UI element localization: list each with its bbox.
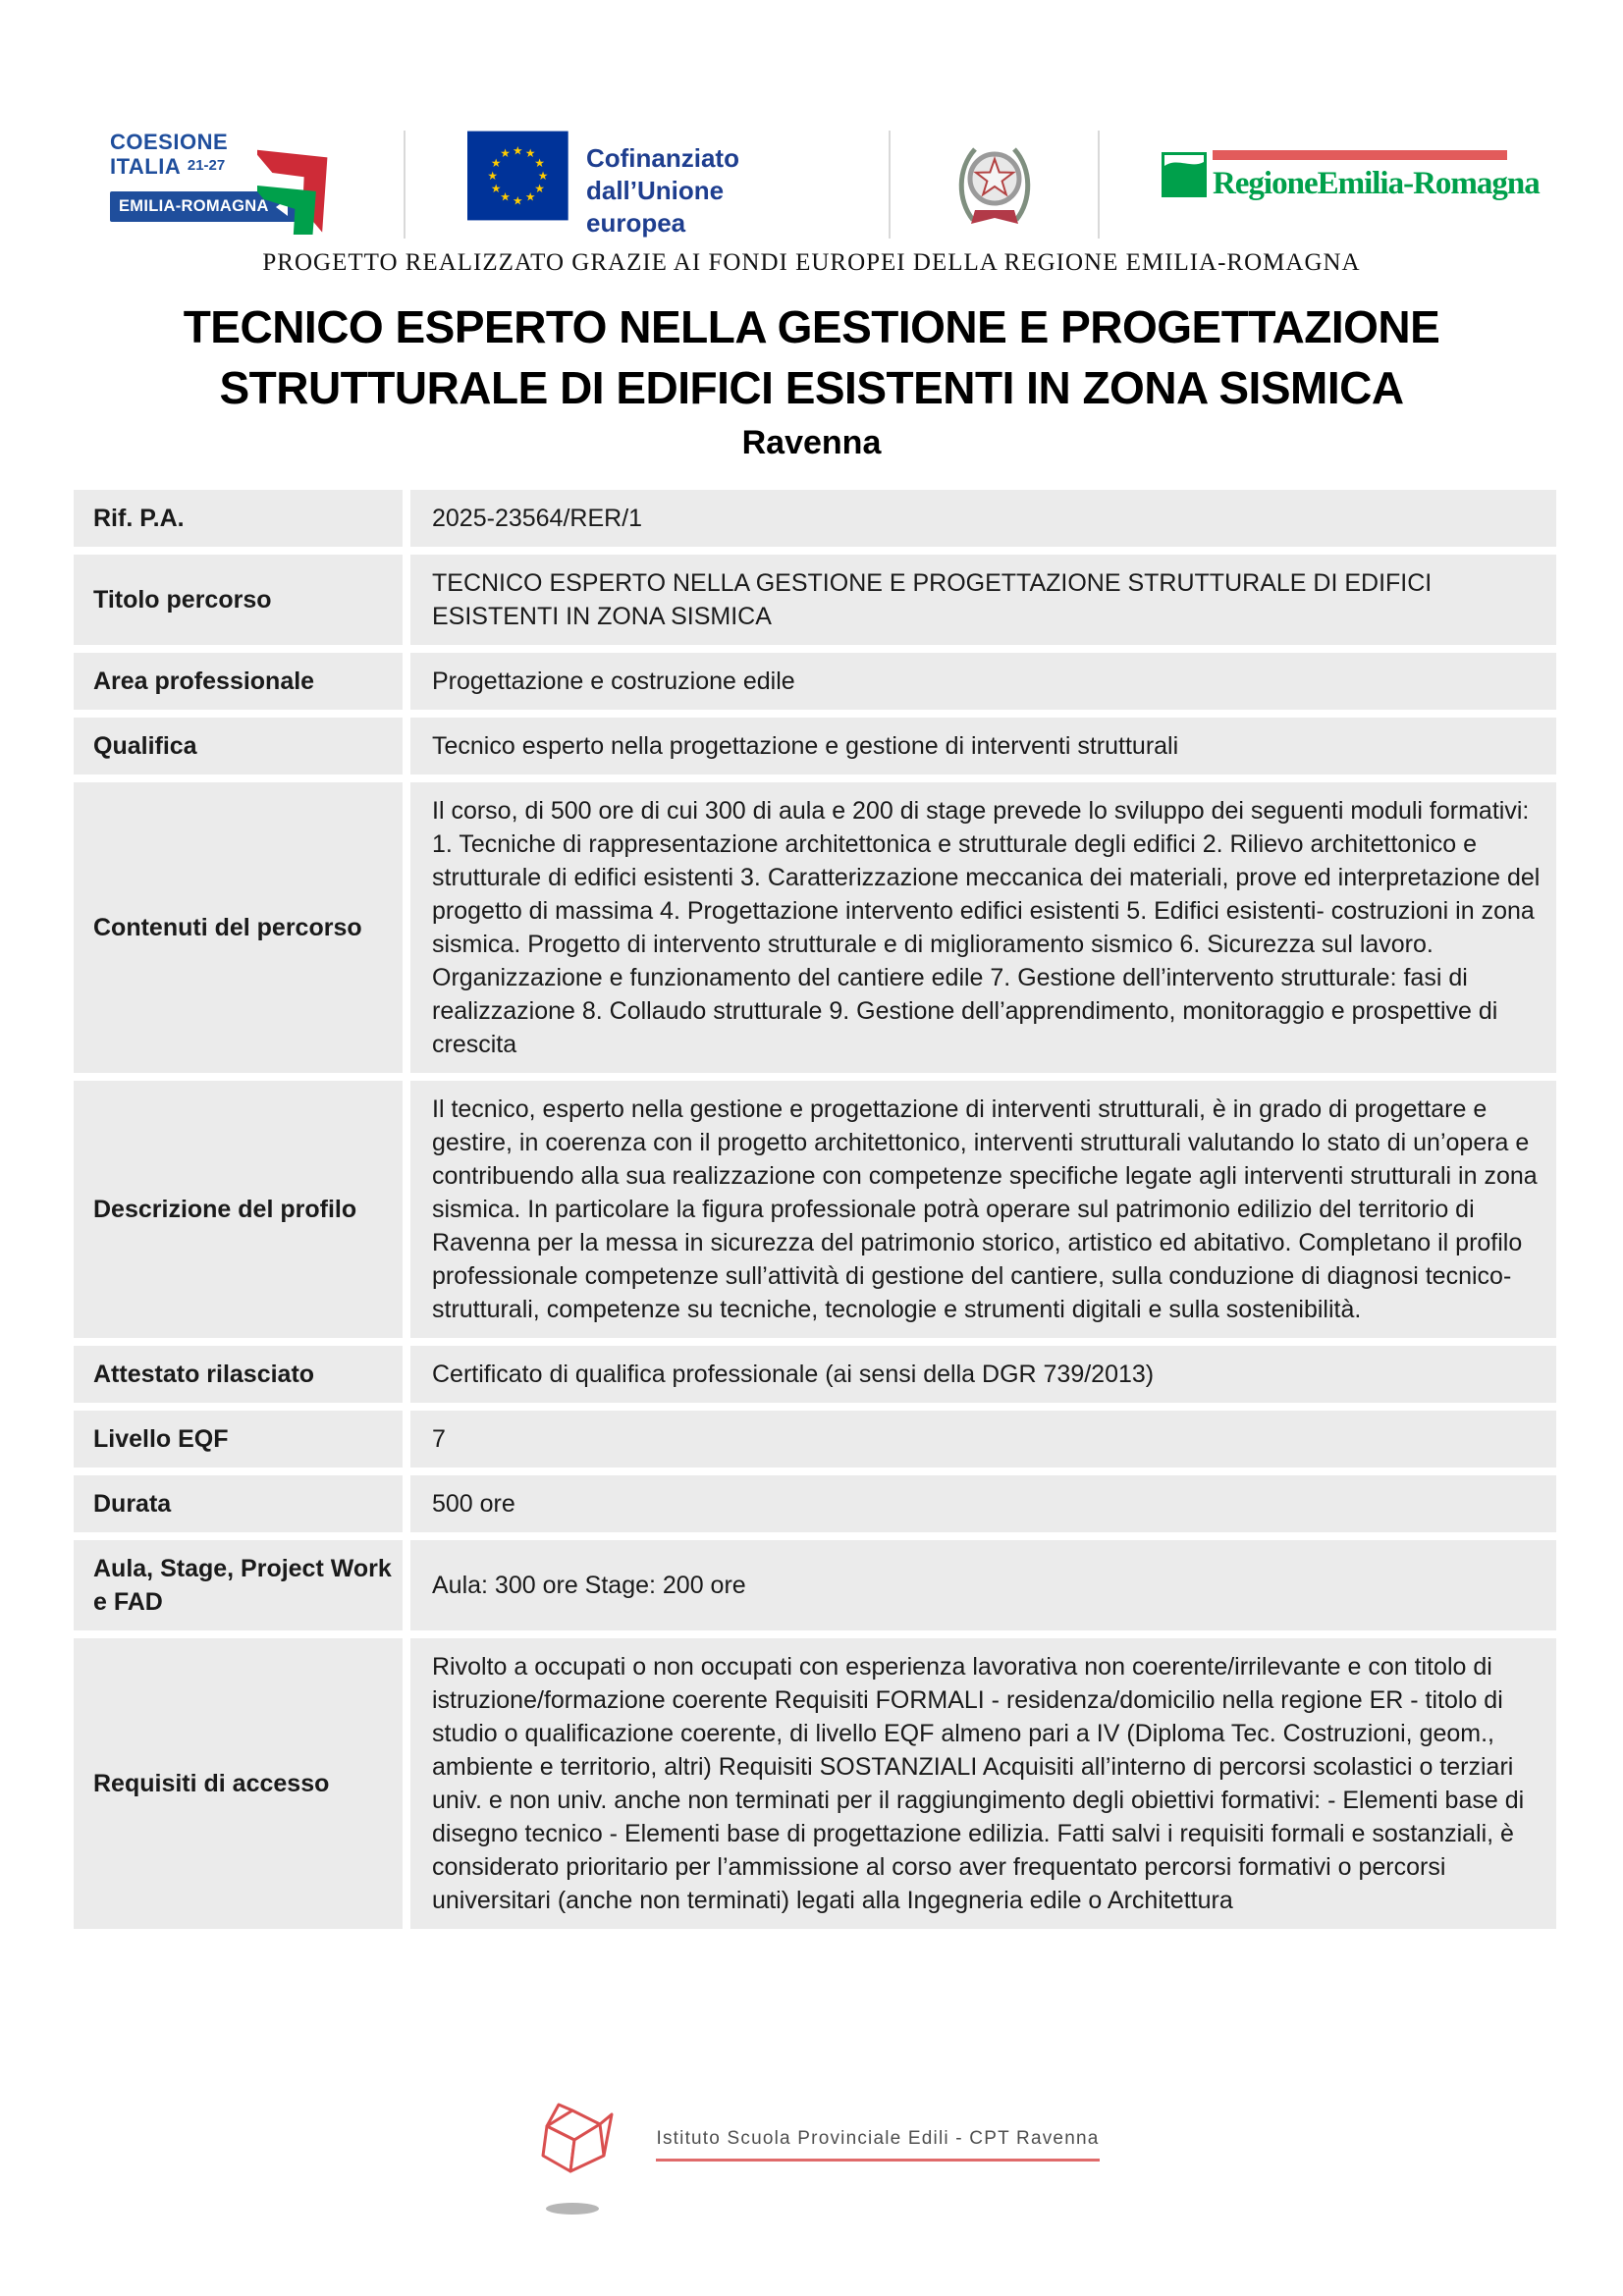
eu-label-line2: dall’Unione europea [585, 175, 725, 238]
coesione-period: 21-27 [187, 157, 226, 174]
course-location: Ravenna [741, 424, 882, 461]
row-value: 7 [410, 1411, 1556, 1468]
table-row-area-professionale [74, 653, 1556, 710]
eu-label-line1: Cofinanziato [585, 142, 739, 173]
row-label: Attestato rilasciato [74, 1346, 403, 1403]
svg-text:★: ★ [534, 181, 546, 195]
row-value: 500 ore [410, 1475, 1556, 1532]
page-title [0, 296, 1623, 418]
row-label: Rif. P.A. [74, 490, 403, 547]
row-label: Qualifica [74, 718, 403, 774]
header-logos [110, 128, 1540, 241]
red-wireframe-cube-icon [523, 2103, 626, 2218]
logo-divider [404, 131, 406, 239]
istituto-logo [0, 2103, 1623, 2218]
svg-text:★: ★ [525, 189, 536, 204]
coesione-italia-logo [110, 131, 342, 239]
table-row-titolo-percorso [74, 555, 1556, 645]
table-row-aula-stage [74, 1540, 1556, 1630]
eu-flag-stars-icon [467, 131, 568, 221]
table-row-rif-pa [74, 490, 1556, 547]
eu-funding-label [586, 131, 827, 240]
table-row-attestato [74, 1346, 1556, 1403]
row-value: Certificato di qualifica professionale (ai sensi della DGR 739/2013) [410, 1346, 1556, 1403]
svg-text:★: ★ [534, 155, 546, 170]
regione-wordmark: RegioneEmilia-Romagna [1212, 166, 1540, 201]
row-value: 2025-23564/RER/1 [410, 490, 1556, 547]
row-value: Progettazione e costruzione edile [410, 653, 1556, 710]
table-row-descrizione-profilo [74, 1081, 1556, 1338]
table-row-qualifica [74, 718, 1556, 774]
svg-text:★: ★ [487, 168, 499, 183]
svg-text:★: ★ [513, 142, 523, 157]
row-label: Requisiti di accesso [74, 1638, 403, 1929]
row-label: Contenuti del percorso [74, 782, 403, 1073]
row-label: Titolo percorso [74, 555, 403, 645]
logo-divider [1098, 131, 1100, 239]
regione-emilia-romagna-logo [1162, 148, 1540, 221]
row-value: Il corso, di 500 ore di cui 300 di aula e 200 di stage prevede lo sviluppo dei seguenti moduli formativi: 1. Tecniche di rappresentazione architettonica e strutturale degli edifici 2. Rilievo architettonico e strutturale di edifici esistenti 3. Caratterizzazione meccanica dei materiali, prove ed interpretazione del progetto di massima 4. Progettazione intervento edifici esistenti 5. Edifici esistenti- costruzioni in zona sismica. Progetto di intervento strutturale e di miglioramento sismico 6. Sicurezza sul lavoro. Organizzazione e funzionamento del cantiere edile 7. Gestione dell’intervento strutturale: fasi di realizzazione 8. Collaudo strutturale 9. Gestione dell’apprendimento, monitoraggio e prospettive di crescita [410, 782, 1556, 1073]
table-row-durata [74, 1475, 1556, 1532]
row-value: Aula: 300 ore Stage: 200 ore [410, 1540, 1556, 1630]
table-row-requisiti-accesso [74, 1638, 1556, 1929]
funding-note: PROGETTO REALIZZATO GRAZIE AI FONDI EUROPEI DELLA REGIONE EMILIA-ROMAGNA [262, 249, 1361, 276]
svg-text:★: ★ [538, 168, 549, 183]
coesione-line1: COESIONE [110, 130, 229, 154]
italian-republic-emblem-icon [953, 133, 1036, 236]
regione-red-bar [1213, 150, 1507, 160]
coesione-banner-label: EMILIA-ROMAGNA [119, 197, 269, 215]
row-label: Livello EQF [74, 1411, 403, 1468]
logo-divider [889, 131, 891, 239]
title-line-1: TECNICO ESPERTO NELLA GESTIONE E PROGETTAZIONE [183, 301, 1440, 352]
svg-text:★: ★ [525, 145, 536, 160]
svg-text:★: ★ [491, 181, 502, 195]
eu-cofinanced-logo [467, 131, 827, 240]
istituto-label: Istituto Scuola Provinciale Edili - CPT Ravenna [656, 2128, 1099, 2162]
row-label: Durata [74, 1475, 403, 1532]
table-row-contenuti [74, 782, 1556, 1073]
title-line-2: STRUTTURALE DI EDIFICI ESISTENTI IN ZONA SISMICA [219, 362, 1404, 413]
svg-text:★: ★ [513, 193, 523, 208]
row-value: Il tecnico, esperto nella gestione e progettazione di interventi strutturali, è in grado di progettare e gestire, in coerenza con il progetto architettonico, interventi strutturali valutando lo stato di un’opera e contribuendo alla sua realizzazione con competenze specifiche legate agli interventi strutturali in zona sismica. In particolare la figura professionale potrà operare sul patrimonio edilizio del territorio di Ravenna per la messa in sicurezza del patrimonio storico, artistico ed abitativo. Completano il profilo professionale competenze sull’attività di gestione del cantiere, sulla conduzione di diagnosi tecnico- strutturali, competenze su tecniche, tecnologie e strumenti digitali e sulla sostenibilità. [410, 1081, 1556, 1338]
row-label: Aula, Stage, Project Work e FAD [74, 1540, 403, 1630]
course-info-table [74, 490, 1556, 1929]
row-value: Tecnico esperto nella progettazione e gestione di interventi strutturali [410, 718, 1556, 774]
row-label: Area professionale [74, 653, 403, 710]
row-value: Rivolto a occupati o non occupati con esperienza lavorativa non coerente/irrilevante e con titolo di istruzione/formazione coerente Requisiti FORMALI - residenza/domicilio nella regione ER - titolo di studio o qualificazione coerente, di livello EQF almeno pari a IV (Diploma Tec. Costruzioni, geom., ambiente e territorio, altri) Requisiti SOSTANZIALI Acquisiti all’interno di percorsi scolastici o terziari univ. e non univ. anche non terminati per il raggiungimento degli obiettivi formativi: - Elementi base di disegno tecnico - Elementi base di progettazione edilizia. Fatti salvi i requisiti formali e sostanziali, è considerato prioritario per l’ammissione al corso aver frequentato percorsi formativi o percorsi universitari (anche non terminati) legati alla Ingegneria edile o Architettura [410, 1638, 1556, 1929]
italy-double-chevron-icon [257, 125, 348, 235]
regione-landscape-square-icon [1162, 152, 1207, 197]
svg-text:★: ★ [491, 155, 502, 170]
svg-text:★: ★ [500, 189, 512, 204]
svg-text:★: ★ [500, 145, 512, 160]
coesione-line2: ITALIA 21-27 [110, 154, 226, 179]
row-label: Descrizione del profilo [74, 1081, 403, 1338]
table-row-livello-eqf [74, 1411, 1556, 1468]
row-value: TECNICO ESPERTO NELLA GESTIONE E PROGETTAZIONE STRUTTURALE DI EDIFICI ESISTENTI IN ZONA SISMICA [410, 555, 1556, 645]
